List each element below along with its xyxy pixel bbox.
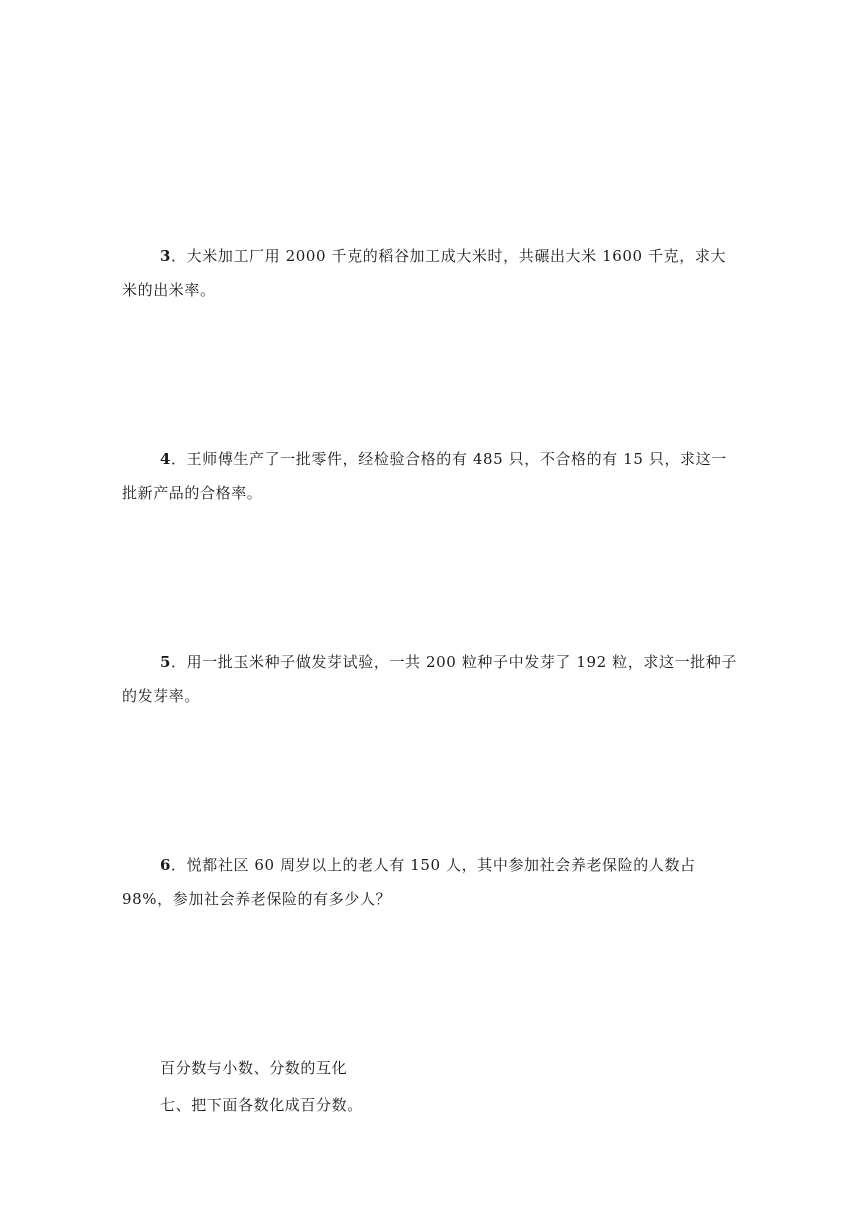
section-heading: 七、把下面各数化成百分数。: [160, 1096, 363, 1114]
problem-text: ．大米加工厂用 2000 千克的稻谷加工成大米时，共碾出大米 1600 千克，求大米的出米率。: [122, 247, 727, 299]
section-subtitle: 百分数与小数、分数的互化: [160, 1059, 348, 1077]
problem-number: 4: [160, 450, 172, 468]
problem-6: [122, 848, 738, 916]
problem-4: [122, 442, 738, 510]
problem-text: ．王师傅生产了一批零件，经检验合格的有 485 只，不合格的有 15 只，求这一批新产品的合格率。: [122, 450, 727, 502]
problem-5: [122, 645, 738, 713]
problem-number: 6: [160, 856, 172, 874]
problem-number: 3: [160, 247, 172, 265]
problem-text: ．悦都社区 60 周岁以上的老人有 150 人，其中参加社会养老保险的人数占 98%，参加社会养老保险的有多少人？: [122, 856, 696, 908]
problem-text: ．用一批玉米种子做发芽试验，一共 200 粒种子中发芽了 192 粒，求这一批种子的发芽率。: [122, 653, 737, 705]
problem-3: [122, 239, 738, 307]
problem-number: 5: [160, 653, 172, 671]
